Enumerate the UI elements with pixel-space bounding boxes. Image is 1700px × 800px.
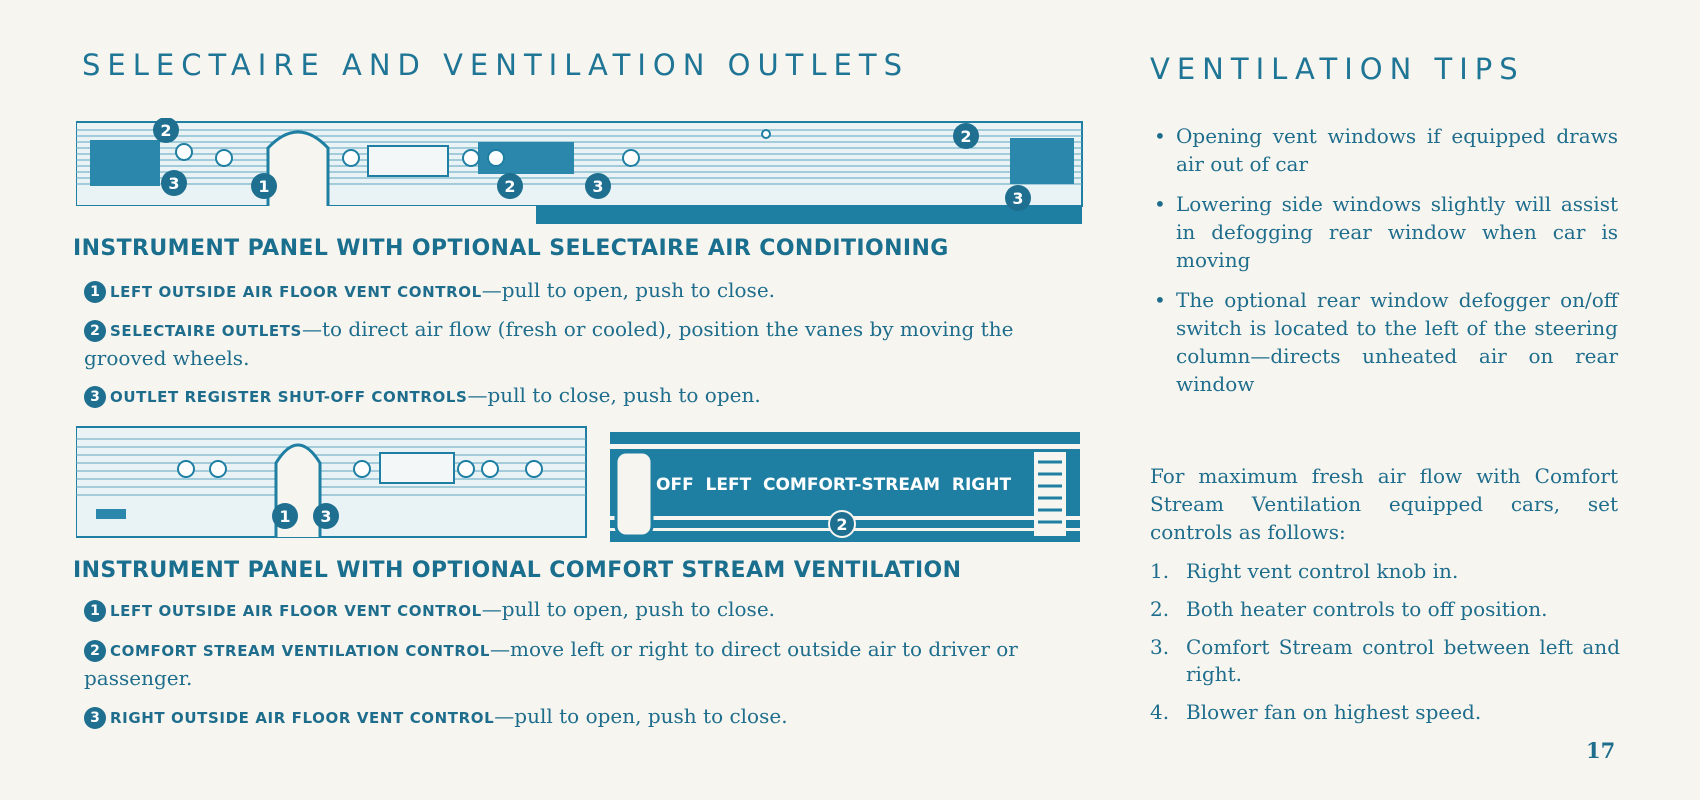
bullet-icon: •: [1154, 124, 1166, 148]
tip-item: [1152, 286, 1618, 398]
panel2-item-3: [84, 703, 1080, 732]
callout-1: 1: [258, 177, 270, 196]
tip-text: Lowering side windows slightly will assist in defogging rear window when car is moving: [1176, 192, 1618, 272]
item-text: —pull to open, push to close.: [481, 597, 776, 621]
callout-2-right: 2: [960, 127, 972, 146]
tip-item: [1152, 122, 1618, 178]
item-text: —pull to open, push to close.: [494, 704, 788, 728]
callout-2-comfort: 2: [836, 515, 848, 534]
step-text: Right vent control knob in.: [1186, 559, 1459, 583]
callout-3-center: 3: [592, 177, 604, 196]
step-number: 2.: [1150, 597, 1170, 621]
panel1-item-3: [84, 382, 1080, 411]
step-item: [1150, 558, 1620, 585]
item-label: RIGHT OUTSIDE AIR FLOOR VENT CONTROL: [110, 709, 495, 727]
selectaire-panel-illustration: [76, 118, 1086, 230]
ventilation-tips-list: [1152, 122, 1618, 410]
panel2-heading: INSTRUMENT PANEL WITH OPTIONAL COMFORT STREAM VENTILATION: [73, 558, 962, 583]
item-label: OUTLET REGISTER SHUT-OFF CONTROLS: [110, 388, 468, 406]
item-number-badge: 1: [84, 281, 106, 303]
step-number: 3.: [1150, 635, 1170, 659]
comfort-stream-steps: [1150, 558, 1620, 737]
tip-text: Opening vent windows if equipped draws air out of car: [1176, 124, 1618, 176]
item-label: LEFT OUTSIDE AIR FLOOR VENT CONTROL: [110, 283, 482, 301]
step-item: [1150, 634, 1620, 688]
panel1-item-2: [84, 316, 1080, 372]
item-number-badge: 3: [84, 707, 106, 729]
step-number: 1.: [1150, 559, 1170, 583]
tip-text: The optional rear window defogger on/off switch is located to the left of the steering column—directs unheated air on rear window: [1176, 288, 1618, 396]
item-number-badge: 2: [84, 640, 106, 662]
item-text: —pull to open, push to close.: [481, 278, 776, 302]
item-label: LEFT OUTSIDE AIR FLOOR VENT CONTROL: [110, 602, 482, 620]
tip-item: [1152, 190, 1618, 274]
step-item: [1150, 596, 1620, 623]
item-label: SELECTAIRE OUTLETS: [110, 322, 302, 340]
panel1-heading: INSTRUMENT PANEL WITH OPTIONAL SELECTAIRE AIR CONDITIONING: [73, 236, 949, 261]
comfort-stream-control-illustration: [610, 432, 1080, 542]
callout-1-comfort: 1: [279, 507, 291, 526]
item-text: —pull to close, push to open.: [467, 383, 761, 407]
page-number: 17: [1586, 738, 1616, 763]
bullet-icon: •: [1154, 288, 1166, 312]
comfort-stream-scale-text: OFF LEFT COMFORT-STREAM RIGHT: [656, 475, 1012, 495]
callout-2-center: 2: [504, 177, 516, 196]
panel1-item-1: [84, 277, 1080, 306]
comfort-stream-intro: For maximum fresh air flow with Comfort Stream Ventilation equipped cars, set controls as follows:: [1150, 464, 1618, 544]
bullet-icon: •: [1154, 192, 1166, 216]
step-text: Comfort Stream control between left and right.: [1186, 635, 1620, 686]
right-section-title: VENTILATION TIPS: [1150, 52, 1525, 86]
panel2-item-2: [84, 636, 1080, 692]
comfort-stream-panel-illustration: [76, 425, 588, 541]
step-item: [1150, 699, 1620, 726]
callout-3-left: 3: [168, 174, 180, 193]
item-number-badge: 1: [84, 600, 106, 622]
panel2-item-1: [84, 596, 1080, 625]
callout-3-right: 3: [1012, 189, 1024, 208]
step-number: 4.: [1150, 700, 1170, 724]
callout-2-left: 2: [160, 121, 172, 140]
step-text: Blower fan on highest speed.: [1186, 700, 1482, 724]
item-number-badge: 2: [84, 320, 106, 342]
left-section-title: SELECTAIRE AND VENTILATION OUTLETS: [82, 48, 909, 82]
step-text: Both heater controls to off position.: [1186, 597, 1548, 621]
item-text: —to direct air flow (fresh or cooled), position the vanes by moving the grooved wheels.: [84, 317, 1014, 370]
callout-3-comfort: 3: [320, 507, 332, 526]
item-label: COMFORT STREAM VENTILATION CONTROL: [110, 642, 490, 660]
item-text: —move left or right to direct outside air to driver or passenger.: [84, 637, 1018, 690]
item-number-badge: 3: [84, 386, 106, 408]
